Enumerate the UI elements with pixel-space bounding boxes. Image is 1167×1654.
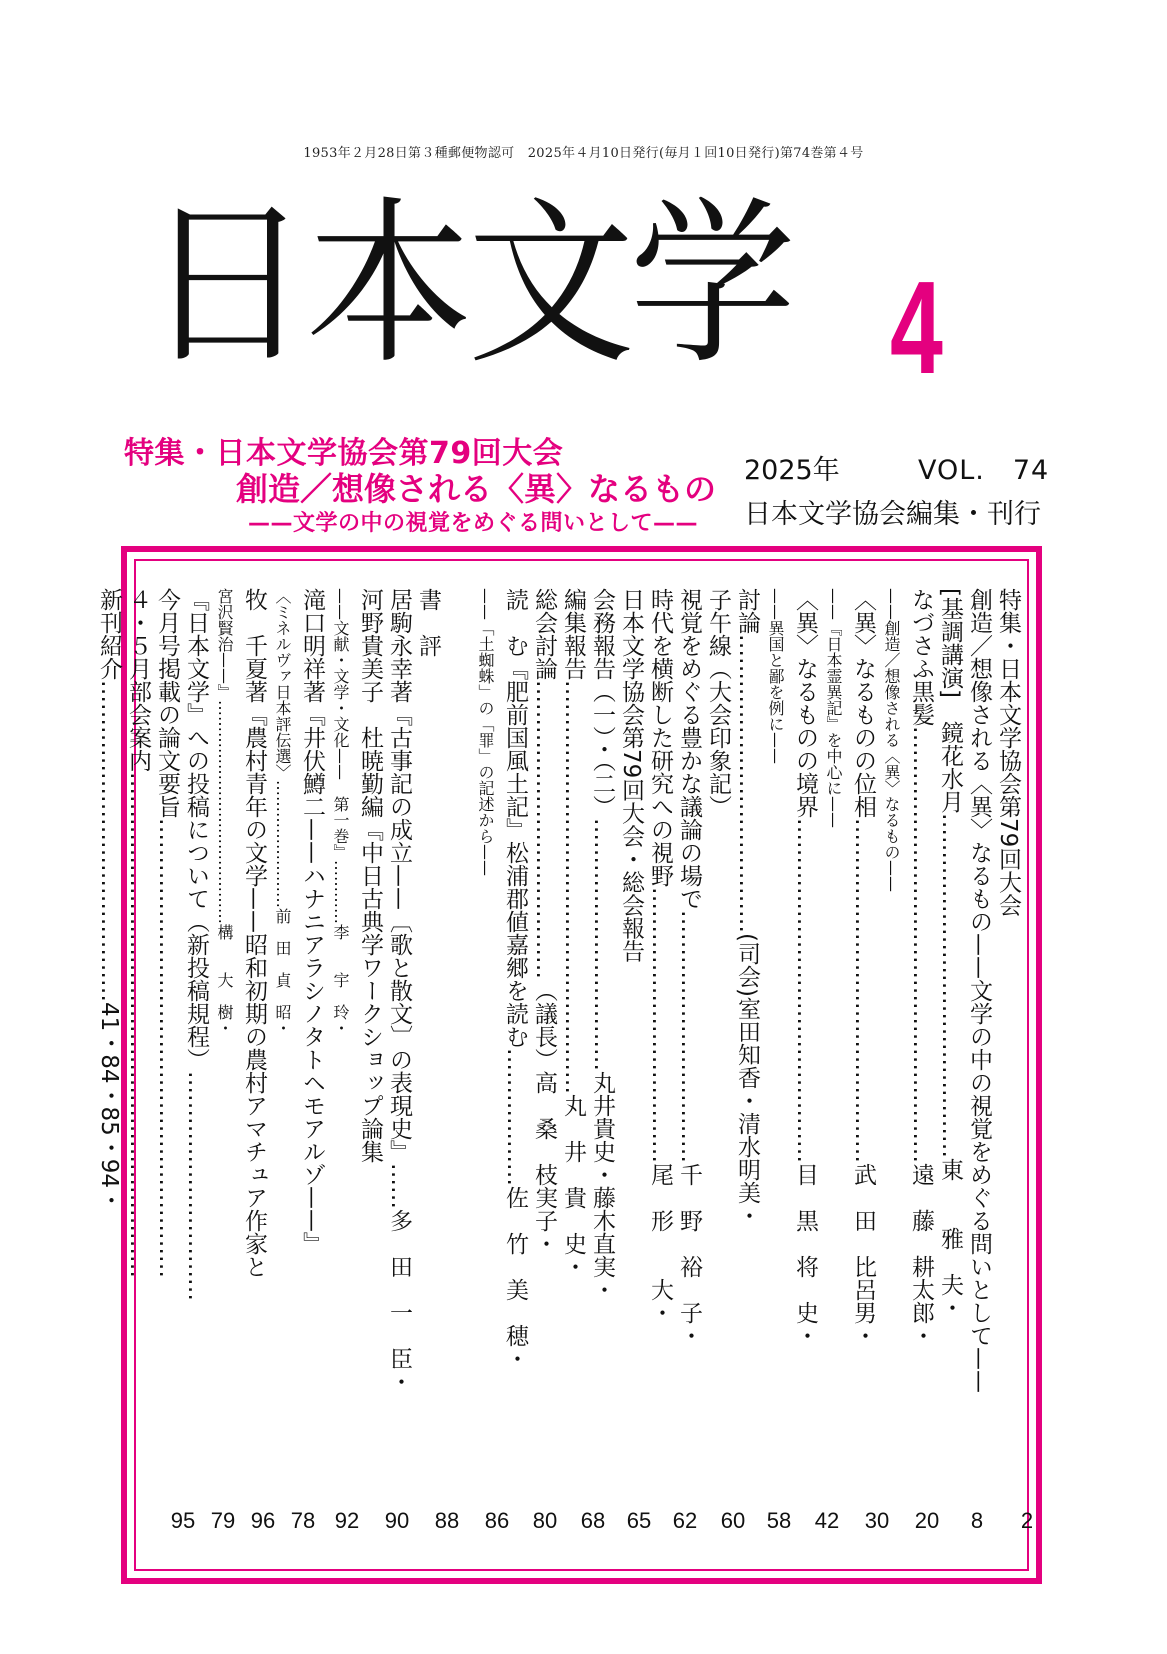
- toc-entry: ——文献・文学・文化—— 第一巻』…………李 宇 玲・: [331, 588, 350, 1036]
- toc-entry: ４・５月部会案内…………………………………………………………: [125, 588, 151, 1278]
- page-number: 42: [814, 1508, 840, 1533]
- page-number: 68: [580, 1508, 606, 1533]
- issue-number: 4: [890, 254, 943, 401]
- journal-title: 日本文学: [144, 181, 791, 388]
- toc-entry: 子午線（大会印象記）: [705, 588, 731, 818]
- toc-entry: 討論…………………………………(司会)室田知香・清水明美・: [734, 588, 760, 1227]
- toc-entry: 宮沢賢治——』……………………………………構 大 樹・: [215, 588, 234, 1036]
- page-number: 65: [626, 1508, 652, 1533]
- toc-entry: ——創造／想像される〈異〉なるもの——: [882, 588, 901, 892]
- toc-entry: 読 む『肥前国風土記』松浦郡値嘉郷を読む………………佐 竹 美 穂・: [502, 588, 528, 1370]
- toc-entry: 会務報告（一）・（二）……………………………丸井貴史・藤木直実・: [589, 588, 615, 1301]
- toc-entry: 新刊紹介……………………………………41・84・85・94・: [96, 588, 122, 1212]
- special-feature-heading: 特集・日本文学協会第79回大会: [124, 436, 564, 471]
- toc-entry: 視覚をめぐる豊かな議論の場で……………………………千 野 裕 子・: [676, 588, 702, 1347]
- toc-entry: ——異国と鄙を例に——: [766, 588, 785, 764]
- page-number-row: [142, 1508, 1034, 1548]
- toc-entry: 『日本文学』への投稿について（新投稿規程）…………………………: [183, 588, 209, 1301]
- publication-year: 2025年: [744, 455, 840, 486]
- toc-entry: 〈異〉なるものの境界………………………………………目 黒 将 史・: [792, 588, 818, 1347]
- page-number: 95: [170, 1508, 196, 1533]
- toc-entry: [基調講演] 鏡花水月………………………………………東 雅 夫・: [937, 588, 963, 1319]
- page-number: 8: [970, 1508, 984, 1533]
- toc-entry: 総会討論…………………………………（議長）高 桑 枝実子・: [531, 588, 557, 1255]
- publisher-line: 日本文学協会編集・刊行: [744, 499, 1041, 530]
- page-number: 20: [914, 1508, 940, 1533]
- postal-permit-line: 1953年２月28日第３種郵便物認可 2025年４月10日発行(毎月１回10日発行)第74巻第４号: [303, 146, 864, 161]
- page-number: 30: [864, 1508, 890, 1533]
- page-number: 78: [290, 1508, 316, 1533]
- toc-entry: 創造／想像される〈異〉なるもの——文学の中の視覚をめぐる問いとして——: [966, 588, 992, 1393]
- page-number: 62: [672, 1508, 698, 1533]
- toc-entry: 時代を横断した研究への視野………………………………尾 形 大・: [647, 588, 673, 1324]
- toc-entry: なづさふ黒髪…………………………………………………遠 藤 耕太郎・: [908, 588, 934, 1347]
- toc-entry: 居駒永幸著『古事記の成立——〔歌と散文〕の表現史』……多 田 一 臣・: [386, 588, 412, 1393]
- page-number: 2: [1020, 1508, 1034, 1533]
- special-feature-theme: 創造／想像される〈異〉なるもの: [236, 470, 717, 508]
- toc-entry: ——『日本霊異記』を中心に——: [824, 588, 843, 828]
- page-number: 90: [384, 1508, 410, 1533]
- toc-entry: [442, 588, 471, 1468]
- toc-entry: 牧 千夏著『農村青年の文学——昭和初期の農村アマチュア作家と: [241, 588, 267, 1278]
- page-number: 58: [766, 1508, 792, 1533]
- toc-entry: 今月号掲載の論文要旨……………………………………………………: [154, 588, 180, 1278]
- toc-entry: 滝口明祥著『井伏鱒二——ハナニアラシノタトヘモアルゾ——』: [299, 588, 325, 1255]
- volume-number: VOL. 74: [918, 455, 1050, 486]
- toc-entry: 特集・日本文学協会第79回大会: [995, 588, 1021, 917]
- page-number: 79: [210, 1508, 236, 1533]
- page-number: 92: [334, 1508, 360, 1533]
- table-of-contents: [96, 588, 1022, 1492]
- page-number: 88: [434, 1508, 460, 1533]
- toc-entry: 書 評: [415, 588, 441, 657]
- toc-entry: ——「土蜘蛛」の「罪」の記述から——: [476, 588, 495, 876]
- toc-entry: 編集報告………………………………………………丸 井 貴 史・: [560, 588, 586, 1278]
- toc-entry: 〈ミネルヴァ日本評伝選〉……………………前 田 貞 昭・: [273, 588, 292, 1036]
- page-number: 96: [250, 1508, 276, 1533]
- toc-entry: 河野貴美子 杜暁勤編『中日古典学ワークショップ論集: [357, 588, 383, 1163]
- toc-entry: 〈異〉なるものの位相………………………………………武 田 比呂男・: [850, 588, 876, 1347]
- special-feature-subtitle: ——文学の中の視覚をめぐる問いとして——: [248, 511, 699, 536]
- page-number: 80: [532, 1508, 558, 1533]
- page-number: 86: [484, 1508, 510, 1533]
- page-number: 60: [720, 1508, 746, 1533]
- toc-entry: 日本文学協会第79回大会・総会報告: [618, 588, 644, 963]
